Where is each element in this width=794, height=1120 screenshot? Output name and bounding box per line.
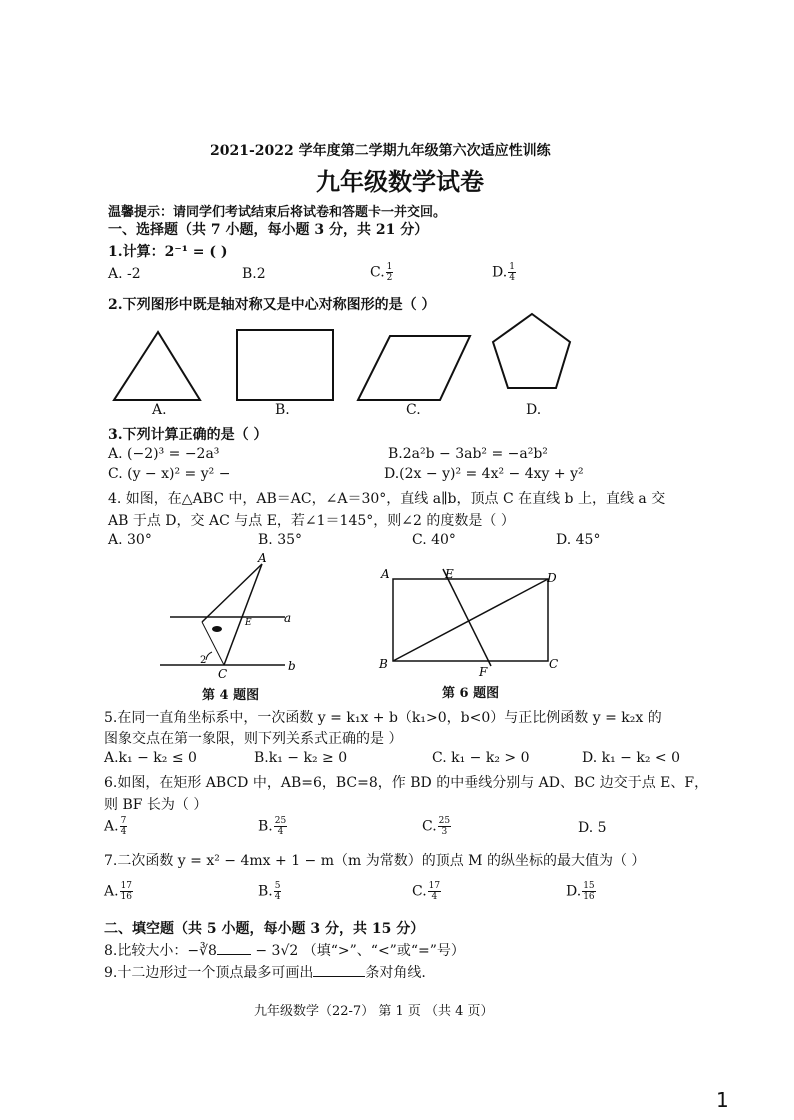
fig6-caption: 第 6 题图 (442, 686, 500, 701)
page-footer: 九年级数学（22-7） 第 1 页 （共 4 页） (254, 1004, 494, 1019)
triangle-shape (114, 332, 200, 400)
pentagon-shape (493, 314, 570, 388)
fig6-label-e: E (445, 567, 454, 581)
mark-1 (212, 626, 222, 632)
fig4-caption: 第 4 题图 (202, 688, 260, 703)
q1-option-a: A. -2 (108, 266, 141, 282)
q4-option-d: D. 45° (556, 532, 601, 548)
q7-option-b: B. $\frac{5}{4}$ (258, 881, 281, 902)
section1-heading: 一、选择题（共 7 小题，每小题 3 分，共 21 分） (108, 222, 429, 238)
section2-heading: 二、填空题（共 5 小题，每小题 3 分，共 15 分） (104, 921, 425, 937)
q1-option-c: C. $\frac{1}{2}$ (370, 262, 393, 283)
fig6-label-b: B (379, 657, 388, 671)
exam-subtitle: 2021-2022 学年度第二学期九年级第六次适应性训练 (210, 143, 551, 159)
fig4-label-c: C (218, 667, 228, 681)
q2-stem: 2.下列图形中既是轴对称又是中心对称图形的是（ ） (108, 297, 436, 313)
segment-ab (202, 564, 262, 622)
q6-stem-line1: 6.如图，在矩形 ABCD 中，AB=6，BC=8，作 BD 的中垂线分别与 AD、BC 边交于点 E、F， (104, 775, 709, 791)
q1-option-d: D. $\frac{1}{4}$ (492, 262, 515, 283)
q7-option-a: A. $\frac{17}{16}$ (104, 881, 133, 902)
fig6-label-c: C (549, 657, 559, 671)
fig4-label-e: E (245, 618, 252, 628)
fig4-label-line-b: b (288, 659, 296, 673)
q7-option-d: D. $\frac{15}{16}$ (566, 881, 595, 902)
q3-option-a: A. (−2)³ = −2a³ (108, 446, 220, 462)
q2-label-d: D. (526, 402, 542, 418)
figure-6 (375, 562, 570, 680)
q3-option-d: D.(2x − y)² = 4x² − 4xy + y² (384, 466, 584, 482)
fig4-label-angle2: 2 (200, 655, 207, 666)
fig4-label-a-point: A (258, 552, 267, 565)
bisector-ef (443, 569, 491, 666)
q7-option-c: C. $\frac{17}{4}$ (412, 881, 441, 902)
q5-stem-line2: 图象交点在第一象限，则下列关系式正确的是 ） (104, 731, 403, 747)
q4-option-b: B. 35° (258, 532, 303, 548)
q2-label-c: C. (406, 402, 421, 418)
segment-ac (224, 564, 262, 665)
q6-option-d: D. 5 (578, 820, 607, 836)
q3-stem: 3.下列计算正确的是（ ） (108, 427, 268, 443)
fig6-label-a: A (381, 567, 390, 581)
figure-4 (150, 552, 310, 687)
q1-option-b: B.2 (242, 266, 266, 282)
fig6-label-d: D (547, 571, 557, 585)
q8-stem: 8.比较大小：−∛8 − 3√2 （填“>”、“<”或“=”号） (104, 943, 465, 959)
q6-option-c: C. $\frac{25}{3}$ (422, 816, 451, 837)
q6-option-b: B. $\frac{25}{4}$ (258, 816, 287, 837)
q5-option-d: D. k₁ − k₂ < 0 (582, 750, 680, 766)
q5-stem-line1: 5.在同一直角坐标系中，一次函数 y = k₁x + b（k₁>0，b<0）与正比例函数 y = k₂x 的 (104, 710, 662, 726)
q2-shapes (100, 310, 600, 405)
q6-option-a: A. $\frac{7}{4}$ (104, 816, 127, 837)
q6-stem-line2: 则 BF 长为（ ） (104, 797, 208, 813)
diagonal-bd (393, 579, 548, 661)
q5-option-c: C. k₁ − k₂ > 0 (432, 750, 530, 766)
q1-stem: 1.计算：2⁻¹ = ( ) (108, 244, 228, 260)
q4-stem-line2: AB 于点 D，交 AC 与点 E，若∠1＝145°，则∠2 的度数是（ ） (108, 513, 515, 529)
angle-2-arc (206, 652, 212, 660)
q9-stem: 9.十二边形过一个顶点最多可画出 条对角线. (104, 965, 426, 981)
q4-stem-line1: 4. 如图，在△ABC 中，AB＝AC，∠A＝30°，直线 a∥b，顶点 C 在直线 b 上，直线 a 交 (108, 491, 666, 507)
rectangle-shape (237, 330, 333, 400)
tip-text: 温馨提示：请同学们考试结束后将试卷和答题卡一并交回。 (108, 205, 447, 220)
q5-option-a: A.k₁ − k₂ ≤ 0 (104, 750, 197, 766)
fig6-label-f: F (479, 665, 488, 679)
q5-option-b: B.k₁ − k₂ ≥ 0 (254, 750, 348, 766)
q4-option-c: C. 40° (412, 532, 456, 548)
q9-answer-blank[interactable] (313, 964, 365, 977)
parallelogram-shape (358, 336, 470, 400)
q7-stem: 7.二次函数 y = x² − 4mx + 1 − m（m 为常数）的顶点 M 的纵坐标的最大值为（ ） (104, 853, 646, 869)
q2-label-a: A. (152, 402, 167, 418)
page-number: 1 (716, 1088, 729, 1112)
q3-option-c: C. (y − x)² = y² − (108, 466, 231, 482)
exam-title: 九年级数学试卷 (316, 167, 484, 196)
fig4-label-line-a: a (284, 611, 292, 625)
q3-option-b: B.2a²b − 3ab² = −a²b² (388, 446, 548, 462)
q8-answer-blank[interactable] (217, 942, 251, 955)
q4-option-a: A. 30° (108, 532, 152, 548)
q2-label-b: B. (275, 402, 290, 418)
